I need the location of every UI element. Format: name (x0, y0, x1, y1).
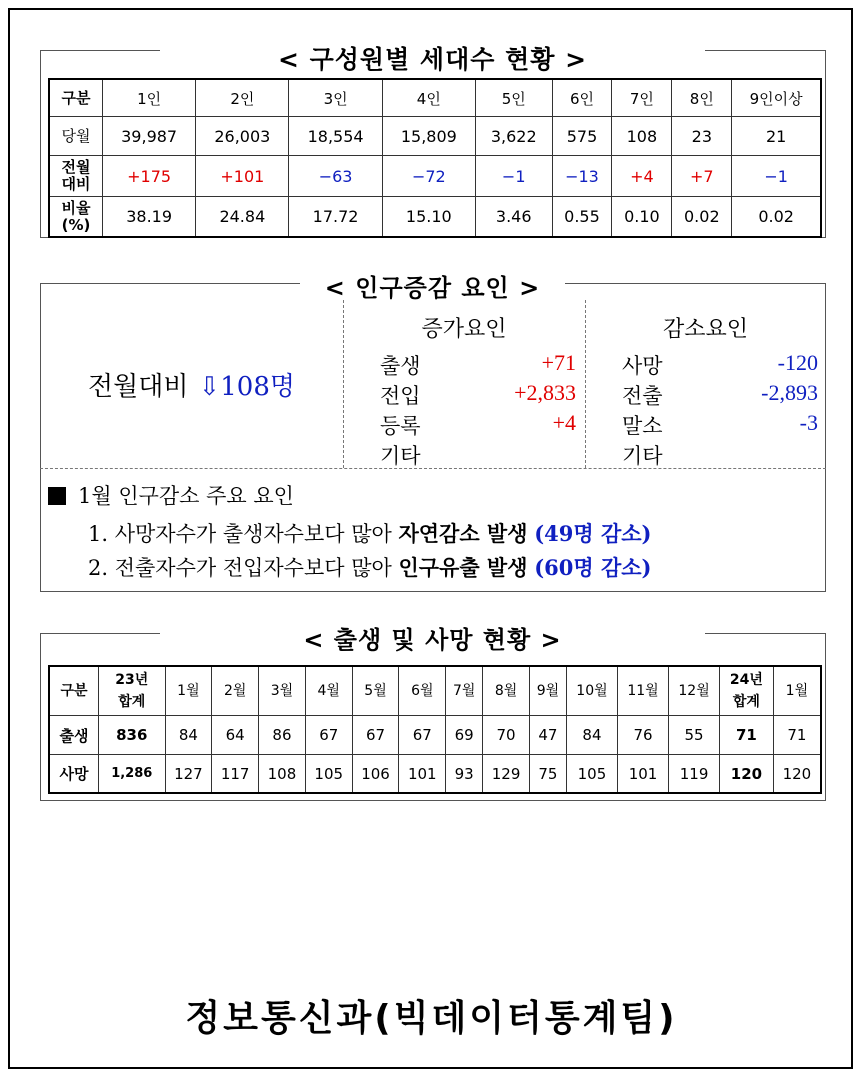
table-cell: 71 (720, 716, 774, 755)
table-cell: 2월 (212, 666, 259, 716)
table-cell: 9인이상 (732, 79, 821, 117)
table-cell: 119 (669, 755, 720, 794)
table-cell: 12월 (669, 666, 720, 716)
table-cell: 120 (720, 755, 774, 794)
table-cell: +4 (612, 156, 672, 197)
table-cell: 6인 (552, 79, 612, 117)
table-cell: 3,622 (475, 117, 552, 156)
table-cell: 101 (399, 755, 446, 794)
table-cell: 67 (399, 716, 446, 755)
table-cell: 구분 (49, 79, 103, 117)
table-cell: 17.72 (289, 197, 382, 238)
table-cell: 26,003 (196, 117, 289, 156)
table-cell: 67 (305, 716, 352, 755)
table-cell: 47 (529, 716, 566, 755)
table-cell: 당월 (49, 117, 103, 156)
factor-value: +71 (541, 350, 576, 375)
reason-item: 2. 전출자수가 전입자수보다 많아 인구유출 발생 (60명 감소) (88, 555, 652, 580)
increase-head: 증가요인 (421, 317, 507, 342)
table-cell: 0.10 (612, 197, 672, 238)
table-cell: 전월 대비 (49, 156, 103, 197)
table-cell: 9월 (529, 666, 566, 716)
table-cell: 6월 (399, 666, 446, 716)
table-row-current (49, 117, 821, 156)
factor-value: -3 (799, 410, 818, 435)
table-cell: 4인 (382, 79, 475, 117)
table-cell: 76 (617, 716, 668, 755)
factor-item (380, 380, 576, 410)
table-cell: 101 (617, 755, 668, 794)
reason-heading (48, 480, 294, 510)
table-cell: 8월 (483, 666, 530, 716)
change-label: 전월대비 (88, 371, 189, 402)
table-cell: 1인 (103, 79, 196, 117)
household-table (48, 78, 822, 238)
table-header-row (49, 666, 821, 716)
factor-item (380, 410, 576, 440)
table-cell: 사망 (49, 755, 99, 794)
factor-item (622, 380, 818, 410)
reason-title: 1월 인구감소 주요 요인 (78, 484, 294, 508)
table-cell: 105 (566, 755, 617, 794)
table-cell: 84 (165, 716, 212, 755)
table-cell: 1월 (773, 666, 821, 716)
table-cell: −13 (552, 156, 612, 197)
table-cell: 1월 (165, 666, 212, 716)
population-title: < 인구증감 요인 > (300, 268, 565, 303)
factor-label: 전입 (380, 384, 421, 408)
household-title: < 구성원별 세대수 현황 > (160, 40, 705, 76)
table-cell: 3월 (259, 666, 306, 716)
square-bullet-icon (48, 487, 66, 505)
table-cell: 75 (529, 755, 566, 794)
factor-item (622, 350, 818, 380)
table-cell: 7인 (612, 79, 672, 117)
footer-department: 정보통신과(빅데이터통계팀) (185, 998, 678, 1039)
factor-value: +2,833 (514, 380, 576, 405)
table-cell: +7 (672, 156, 732, 197)
table-cell: 64 (212, 716, 259, 755)
table-row-ratio (49, 197, 821, 238)
table-cell: 105 (305, 755, 352, 794)
table-cell: +175 (103, 156, 196, 197)
table-cell: 15.10 (382, 197, 475, 238)
factor-label: 말소 (622, 414, 663, 438)
reason-item: 1. 사망자수가 출생자수보다 많아 자연감소 발생 (49명 감소) (88, 521, 652, 546)
table-cell: 575 (552, 117, 612, 156)
table-cell: 86 (259, 716, 306, 755)
factor-label: 등록 (380, 414, 421, 438)
factor-value: -120 (777, 350, 818, 375)
change-value: ⇩108명 (198, 371, 295, 402)
table-cell: 67 (352, 716, 399, 755)
table-cell: −72 (382, 156, 475, 197)
table-cell: 23년 합계 (99, 666, 166, 716)
table-cell: 23 (672, 117, 732, 156)
factor-item (622, 440, 818, 470)
birth-death-table (48, 665, 822, 794)
table-cell: 71 (773, 716, 821, 755)
table-cell: 5인 (475, 79, 552, 117)
table-cell: +101 (196, 156, 289, 197)
factor-value: -2,893 (761, 380, 818, 405)
table-cell: 18,554 (289, 117, 382, 156)
table-cell: 3인 (289, 79, 382, 117)
table-cell: 8인 (672, 79, 732, 117)
factor-value: +4 (552, 410, 576, 435)
table-cell: 0.02 (672, 197, 732, 238)
factor-item (380, 350, 576, 380)
table-cell: 93 (446, 755, 483, 794)
table-cell: 비율 (%) (49, 197, 103, 238)
table-cell: 84 (566, 716, 617, 755)
table-header-row (49, 79, 821, 117)
table-cell: 출생 (49, 716, 99, 755)
table-cell: 10월 (566, 666, 617, 716)
monthly-change (40, 300, 343, 468)
table-cell: 129 (483, 755, 530, 794)
table-cell: 3.46 (475, 197, 552, 238)
table-cell: 11월 (617, 666, 668, 716)
table-cell: 106 (352, 755, 399, 794)
factor-item (380, 440, 576, 470)
birth-death-title: < 출생 및 사망 현황 > (160, 620, 705, 655)
table-cell: −63 (289, 156, 382, 197)
table-cell: 15,809 (382, 117, 475, 156)
table-cell: 24.84 (196, 197, 289, 238)
table-cell: 39,987 (103, 117, 196, 156)
table-cell: 5월 (352, 666, 399, 716)
table-cell: 24년 합계 (720, 666, 774, 716)
table-cell: −1 (475, 156, 552, 197)
factor-label: 전출 (622, 384, 663, 408)
factor-label: 사망 (622, 354, 663, 378)
table-cell: 55 (669, 716, 720, 755)
table-cell: −1 (732, 156, 821, 197)
table-cell: 21 (732, 117, 821, 156)
table-cell: 0.55 (552, 197, 612, 238)
table-cell: 108 (612, 117, 672, 156)
factor-item (622, 410, 818, 440)
factor-label: 출생 (380, 354, 421, 378)
table-row-death (49, 755, 821, 794)
table-cell: 836 (99, 716, 166, 755)
table-cell: 108 (259, 755, 306, 794)
decrease-head: 감소요인 (662, 317, 748, 342)
table-row-diff (49, 156, 821, 197)
table-cell: 70 (483, 716, 530, 755)
table-cell: 69 (446, 716, 483, 755)
table-cell: 1,286 (99, 755, 166, 794)
table-cell: 2인 (196, 79, 289, 117)
table-cell: 7월 (446, 666, 483, 716)
table-cell: 0.02 (732, 197, 821, 238)
table-cell: 127 (165, 755, 212, 794)
factor-label: 기타 (380, 444, 421, 468)
table-cell: 38.19 (103, 197, 196, 238)
factor-label: 기타 (622, 444, 663, 468)
table-cell: 117 (212, 755, 259, 794)
table-row-birth (49, 716, 821, 755)
table-cell: 4월 (305, 666, 352, 716)
table-cell: 구분 (49, 666, 99, 716)
table-cell: 120 (773, 755, 821, 794)
